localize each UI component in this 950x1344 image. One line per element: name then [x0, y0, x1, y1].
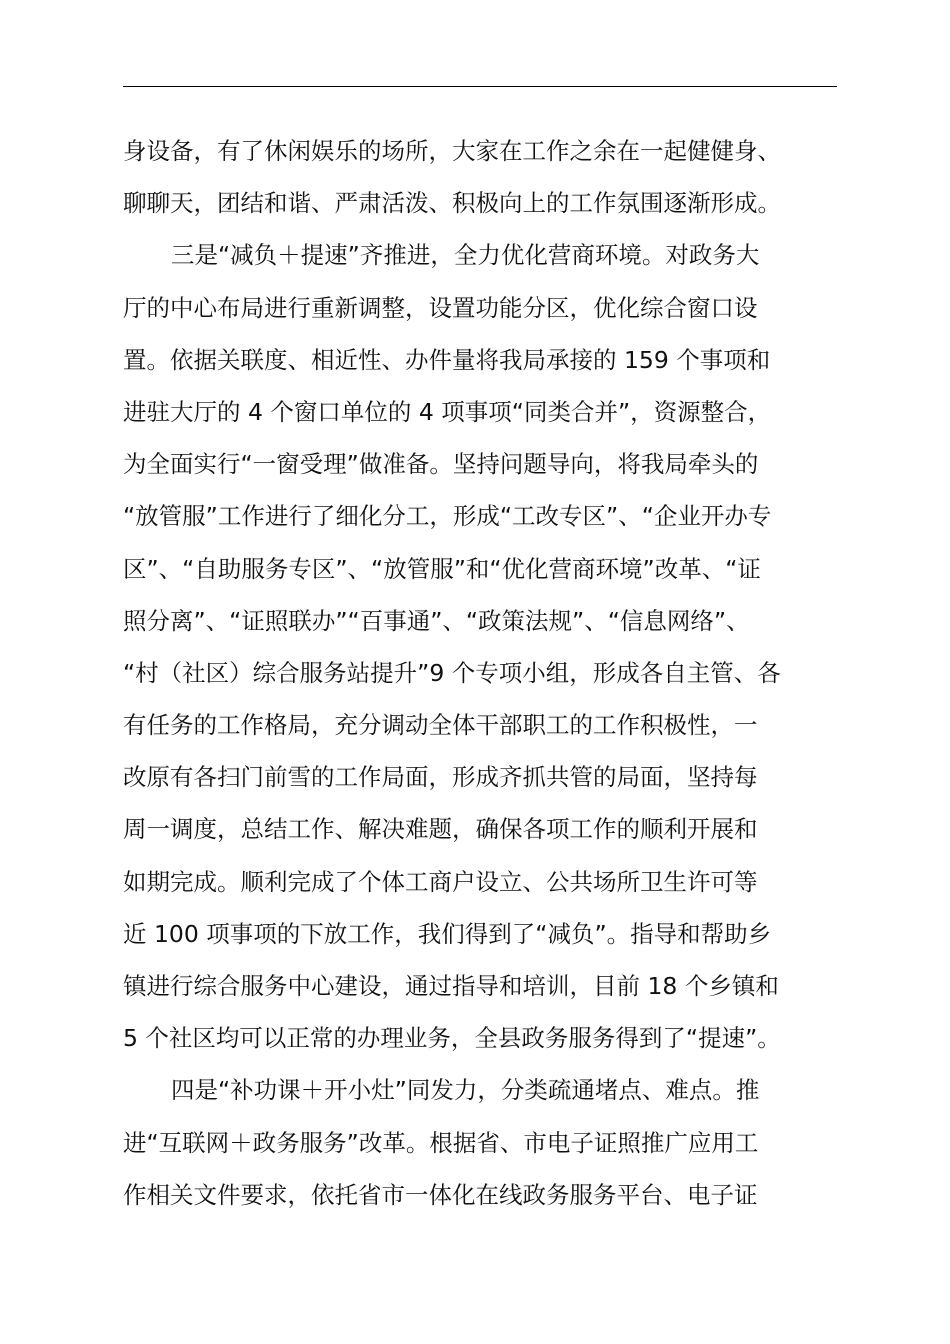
text-line: 进“互联网＋政务服务”改革。根据省、市电子证照推广应用工: [123, 1128, 759, 1157]
document-body: [123, 125, 837, 1221]
text-line: 照分离”、“证照联办”“百事通”、“政策法规”、“信息网络”、: [123, 606, 750, 635]
text-line: “放管服”工作进行了细化分工，形成“工改专区”、“企业开办专: [123, 502, 772, 531]
text-line: “村（社区）综合服务站提升”9 个专项小组，形成各自主管、各: [123, 658, 781, 687]
text-line: 有任务的工作格局，充分调动全体干部职工的工作积极性，一: [123, 711, 758, 740]
text-line: 进驻大厅的 4 个窗口单位的 4 项事项“同类合并”，资源整合，: [123, 397, 772, 426]
paragraph-start-line: 四是“补功课＋开小灶”同发力，分类疏通堵点、难点。推: [171, 1076, 760, 1105]
text-line: 身设备，有了休闲娱乐的场所，大家在工作之余在一起健健身、: [123, 137, 781, 165]
text-line: 近 100 项事项的下放工作，我们得到了“减负”。指导和帮助乡: [123, 919, 772, 948]
text-line: 如期完成。顺利完成了个体工商户设立、公共场所卫生许可等: [123, 867, 758, 896]
text-line: 聊聊天，团结和谐、严肃活泼、积极向上的工作氛围逐渐形成。: [123, 189, 781, 218]
header-rule: [123, 86, 837, 87]
text-line: 区”、“自助服务专区”、“放管服”和“优化营商环境”改革、“证: [123, 554, 761, 583]
text-line: 改原有各扫门前雪的工作局面，形成齐抓共管的局面，坚持每: [123, 763, 758, 792]
text-line: 置。依据关联度、相近性、办件量将我局承接的 159 个事项和: [123, 345, 771, 374]
text-line: 镇进行综合服务中心建设，通过指导和培训，目前 18 个乡镇和: [123, 972, 779, 1000]
text-line: 厅的中心布局进行重新调整，设置功能分区，优化综合窗口设: [123, 293, 758, 322]
text-line: 为全面实行“一窗受理”做准备。坚持问题导向，将我局牵头的: [123, 450, 759, 479]
text-line: 作相关文件要求，依托省市一体化在线政务服务平台、电子证: [123, 1180, 758, 1209]
text-line: 5 个社区均可以正常的办理业务，全县政务服务得到了“提速”。: [123, 1024, 781, 1053]
text-line: 周一调度，总结工作、解决难题，确保各项工作的顺利开展和: [123, 815, 758, 844]
paragraph-start-line: 三是“减负＋提速”齐推进，全力优化营商环境。对政务大: [171, 241, 760, 270]
